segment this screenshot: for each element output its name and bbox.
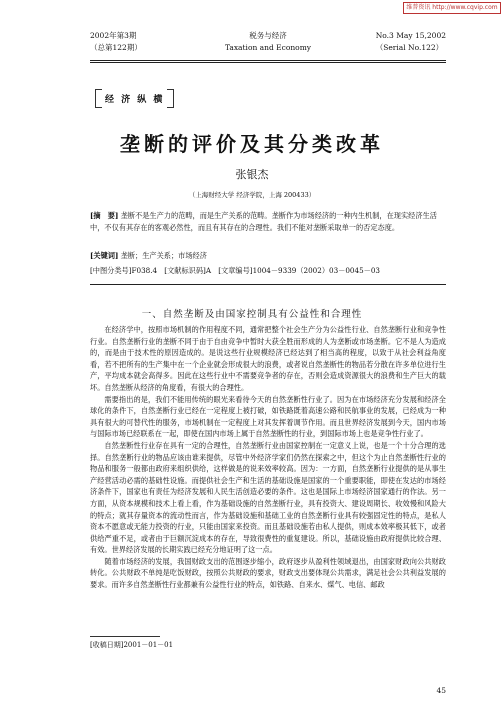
abstract xyxy=(90,210,446,234)
section-tag: 经 济 纵 横 xyxy=(105,92,164,105)
header-rule xyxy=(90,60,446,61)
keywords-text: 垄断；生产关系；市场经济 xyxy=(120,251,207,260)
keywords-label: [关键词] xyxy=(90,251,119,260)
journal-header xyxy=(90,24,446,58)
abstract-text: 垄断不是生产力的范畴，而是生产关系的范畴。垄断作为市场经济的一种内生机制，在现实经济生活中，不仅有其存在的客观必然性，而且有其存在的合理性。我们不能对垄断采取单一的否定态度。 xyxy=(90,211,437,232)
article-author: 张银杰 xyxy=(235,168,269,181)
issue-date-en: No.3 May 15,2002 xyxy=(375,31,446,40)
footnote: [收稿日期]2001－01－01 xyxy=(90,641,174,649)
serial-number: （总第122期） xyxy=(90,43,142,52)
author-affiliation: （上海财经大学 经济学院，上海 200433） xyxy=(188,191,316,199)
paragraph: 随着市场经济的发展，我国财政支出的范围逐步缩小，政府逐步从盈利性领域退出，由国家财政向公共财政转化。公共财政不单纯是吃饭财政，按照公共财政的要求，财政支出要体现公共需求，满足社会公共利益发展的要求。而许多自然垄断性行业都兼有公益性行业的特点，如铁路、自来水、煤气、电信、邮政 xyxy=(90,556,446,590)
watermark-stamp: 维普资讯 http://www.cqvip.com xyxy=(403,2,501,14)
paragraph: 在经济学中，按照市场机制的作用程度不同，通常把整个社会生产分为公益性行业、自然垄断行业和竞争性行业。自然垄断行业的垄断不同于由于自由竞争中暂时大获全胜而形成的人为垄断或市场垄断。它不是人为造成的，而是由于技术性的原因造成的。是说这些行业规模经济已经达到了相当高的程度，以致于从社会利益角度看，若不把所有的生产集中在一个企业就会形成很大的浪费，或者说自然垄断性的物品若分散在许多单位进行生产，平均成本就会高得多。因此在这些行业中不需要竞争者的存在，否则会造成资源很大的浪费和生产巨大的载坏。自然垄断从经济的角度看，有很大的合理性。 xyxy=(90,325,446,392)
footnote-rule xyxy=(90,636,160,637)
journal-name-en: Taxation and Economy xyxy=(224,43,312,52)
article-title: 垄断的评价及其分类改革 xyxy=(120,132,384,156)
paragraph: 需要指出的是，我们不能用传统的眼光来看待今天的自然垄断性行业了。因为在市场经济充分发展和经济全球化的条件下，自然垄断行业已经在一定程度上被打破，如铁路既着高速公路和民航事业的发展，已经成为一种具有很大的可替代性的服务，市场机制在一定程度上对其发挥着调节作用。而且世界经济发展到今天，国内市场与国际市场已经联系在一起，即使在国内市场上属于自然垄断性的行业，到国际市场上也是竞争性行业了。 xyxy=(90,394,446,439)
header-rule-thin xyxy=(90,62,446,63)
journal-name-cn: 税务与经济 xyxy=(249,31,287,40)
abstract-rule xyxy=(90,284,446,285)
article-body xyxy=(90,324,446,591)
paragraph: 自然垄断性行业存在具有一定的合理性，自然垄断行业由国家控制在一定意义上说，也是一个十分合理的选择。自然垄断行业的物品应该由谁来提供，尽管中外经济学家们仍然在探索之中，但这个为止自然垄断性行业的物品和服务一般都由政府来组织供给，这样做是的说来效率较高。因为：一方面，自然垄断行业提供的是从事生产经营活动必需的基础性设施。而提供社会生产和生活的基础设施是国家的一个重要职能，即使在发达的市场经济条件下，国家也有责任为经济发展和人民生活创造必要的条件。这也是国际上市场经济国家通行的作法。另一方面，从资本规模和技术上看上看，作为基础设施的自然垄断行业，具有投资大、建设周期长、收效慢和风险大的特点；就其存量资本的流动性而言，作为基础设施和基础工业的自然垄断行业具有较强固定性的特点，是私人资本不愿意或无能力投资的行业，只能由国家来投资。而且基础设施若由私人提供，则成本效率极其低下，或者供给严重不足，或者由于巨额沉淀成本的存在，导致很费性的重复建设。所以，基础设施由政府提供比较合理、有效。世界经济发展的长期实践已经充分地证明了这一点。 xyxy=(90,440,446,555)
issue-info-en xyxy=(376,30,446,54)
issue-number: 2002年第3期 xyxy=(90,31,137,40)
abstract-label: [摘 要] xyxy=(90,211,119,220)
serial-number-en: （Serial No.122） xyxy=(375,43,444,52)
keywords xyxy=(90,250,446,262)
classification-line: [中图分类号]F038.4 [文献标识码]A [文章编号]1004－9339（2002）03－0045－03 xyxy=(90,266,380,275)
chapter-heading: 一、自然垄断及由国家控制具有公益性和合理性 xyxy=(141,309,363,320)
page-number: 45 xyxy=(436,686,446,695)
